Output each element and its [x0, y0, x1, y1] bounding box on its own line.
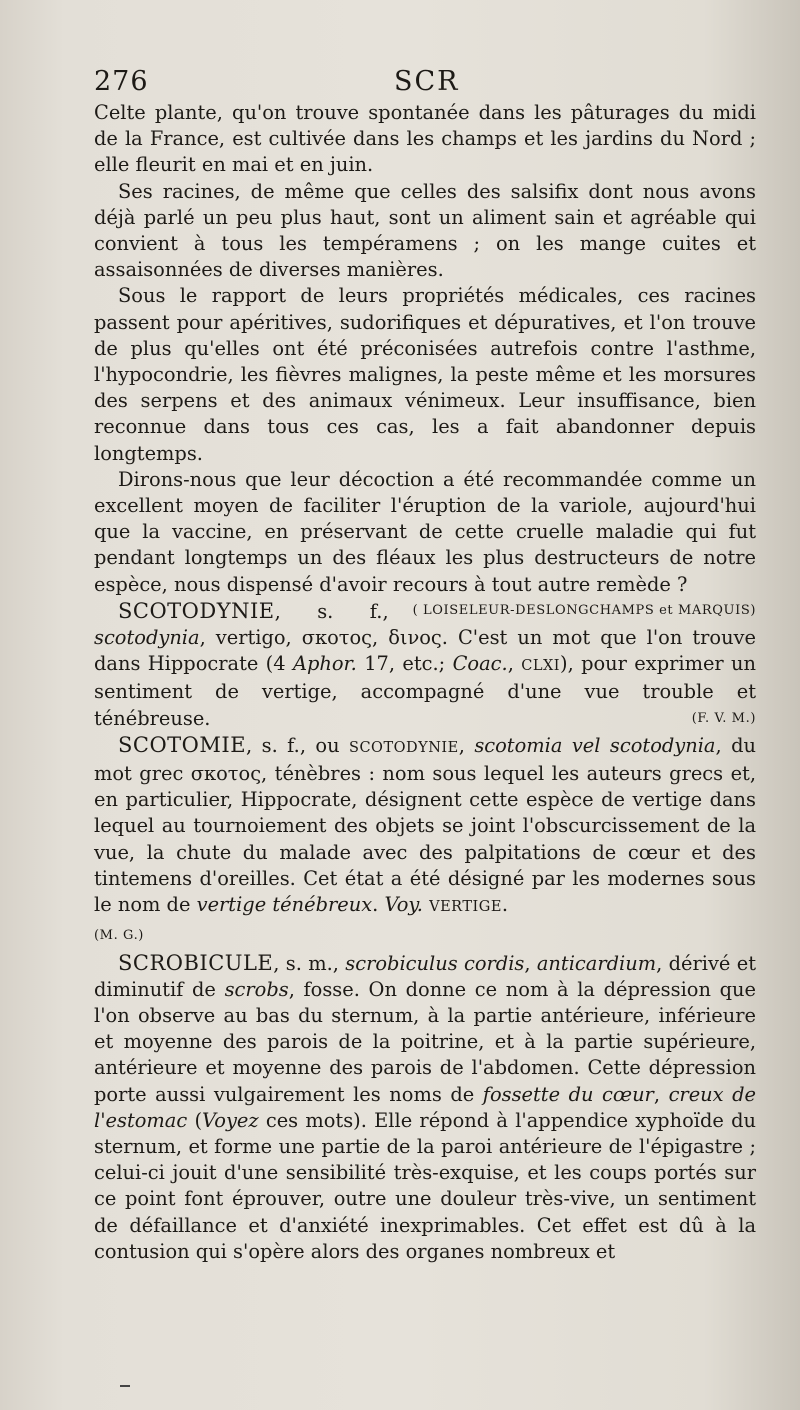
print-mark	[120, 1385, 130, 1387]
paragraph: Ses racines, de même que celles des salsifix dont nous avons déjà parlé un peu plus haut, sont un aliment sain et agréable qui convient à tous les tempéramens ; on les mange cuites et assaisonnées de diverses manières.	[94, 179, 756, 282]
entry-text: ces mots). Elle répond à l'appendice xyphoïde du sternum, et forme une partie de la paroi antérieure de l'épigastre ; celui-ci jouit d'une sensibilité très-exquise, et les coups portés sur ce point font éprouver, outre une douleur très-vive, un sentiment de défaillance et d'anxiété inexprimables. Cet effet est dû à la contusion qui s'opère alors des organes nombreux et	[94, 1108, 756, 1263]
entry-text: (	[187, 1108, 203, 1132]
entry-text: .	[501, 893, 509, 917]
running-head: SCR	[394, 66, 460, 97]
reference: Aphor.	[292, 652, 357, 676]
headword: SCOTODYNIE	[118, 598, 275, 623]
entry-text: ,	[653, 1082, 669, 1106]
entry-text: 17, etc.;	[356, 652, 453, 676]
latin-term: scrobiculus cordis	[345, 951, 525, 975]
reference: CLXI	[521, 658, 560, 675]
headword: SCOTOMIE	[118, 732, 247, 757]
paragraph: Celte plante, qu'on trouve spontanée dans les pâturages du midi de la France, est cultivée dans les champs et les jardins du Nord ; elle fleurit en mai et en juin.	[94, 101, 756, 177]
author-signature: ( LOISELEUR-DESLONGCHAMPS et MARQUIS)	[412, 602, 756, 618]
entry-text: , s. f.,	[274, 599, 389, 623]
paragraph: Sous le rapport de leurs propriétés médicales, ces racines passent pour apéritives, sudorifiques et dépuratives, et l'on trouve de plus qu'elles ont été préconisées autrefois contre l'asthme, l'hypocondrie, les fièvres malignes, la peste même et les morsures des serpens et des animaux vénimeux. Leur insuffisance, bien reconnue dans tous ces cas, les a fait abandonner depuis longtemps.	[94, 284, 756, 465]
entry-text: .	[372, 893, 385, 917]
entry-text: , du mot grec σκοτος, ténèbres : nom sous lequel les auteurs grecs et, en particulier, Hippocrate, désignent cette espèce de vertige dans lequel au tournoiement des objets se joint l'obscurcissement de la vue, la chute du malade avec des palpitations de cœur et des tintemens d'oreilles. Cet état a été désigné par les modernes sous le nom de	[94, 733, 756, 917]
headword: SCROBICULE	[118, 950, 274, 975]
reference: Coac.	[452, 652, 508, 676]
cross-reference-label: Voy.	[384, 893, 423, 917]
cross-reference-label: Voyez	[202, 1108, 259, 1132]
author-signature: (M. G.)	[94, 928, 144, 944]
page-number: 276	[94, 66, 149, 97]
body-text	[94, 100, 756, 1265]
entry-text: , vertigo, σκοτος, δινος. C'est un mot que l'on trouve dans Hippocrate (4	[94, 626, 756, 676]
entry-text: ,	[507, 652, 522, 676]
signature-line	[94, 920, 756, 949]
entry-text: , fosse. On donne ce nom à la dépression que l'on observe au bas du sternum, à la partie antérieure, inférieure et moyenne des parois de la poitrine, et à la partie supérieure, antérieure et moyenne des parois de l'abdomen. Cette dépression porte aussi vulgairement les noms de	[94, 977, 756, 1106]
author-signature: (F. V. M.)	[691, 710, 756, 726]
entry-text: , s. m.,	[273, 951, 346, 975]
latin-term: scotomia vel scotodynia	[474, 733, 716, 757]
entry-text: ,	[458, 733, 475, 757]
paragraph-text: Dirons-nous que leur décoction a été recommandée comme un excellent moyen de faciliter l'éruption de la variole, aujourd'hui que la vaccine, en préservant de cette cruelle maladie qui fut pendant longtemps un des fléaux les plus destructeurs de notre espèce, nous dispensé d'avoir recours à tout autre remède ?	[94, 467, 756, 596]
entry-scotomie	[94, 732, 756, 920]
alternate-headword: SCOTODYNIE	[349, 739, 459, 756]
cross-reference: VERTIGE	[429, 899, 502, 916]
latin-term: anticardium	[536, 951, 657, 975]
alternate-name: creux de l'estomac	[94, 1082, 757, 1132]
entry-text: , dérivé et diminutif de	[94, 951, 757, 1001]
term: vertige ténébreux	[196, 893, 373, 917]
latin-term: scotodynia	[94, 626, 200, 650]
page-header	[94, 66, 756, 102]
alternate-name: fossette du cœur	[482, 1082, 654, 1106]
latin-root: scrobs	[224, 977, 289, 1001]
entry-text: ,	[524, 951, 537, 975]
entry-text: , s. f., ou	[246, 733, 350, 757]
entry-text: ), pour exprimer un sentiment de vertige, accompagné d'une vue trouble et ténébreuse.	[94, 652, 757, 730]
entry-scrobicule	[94, 950, 756, 1265]
